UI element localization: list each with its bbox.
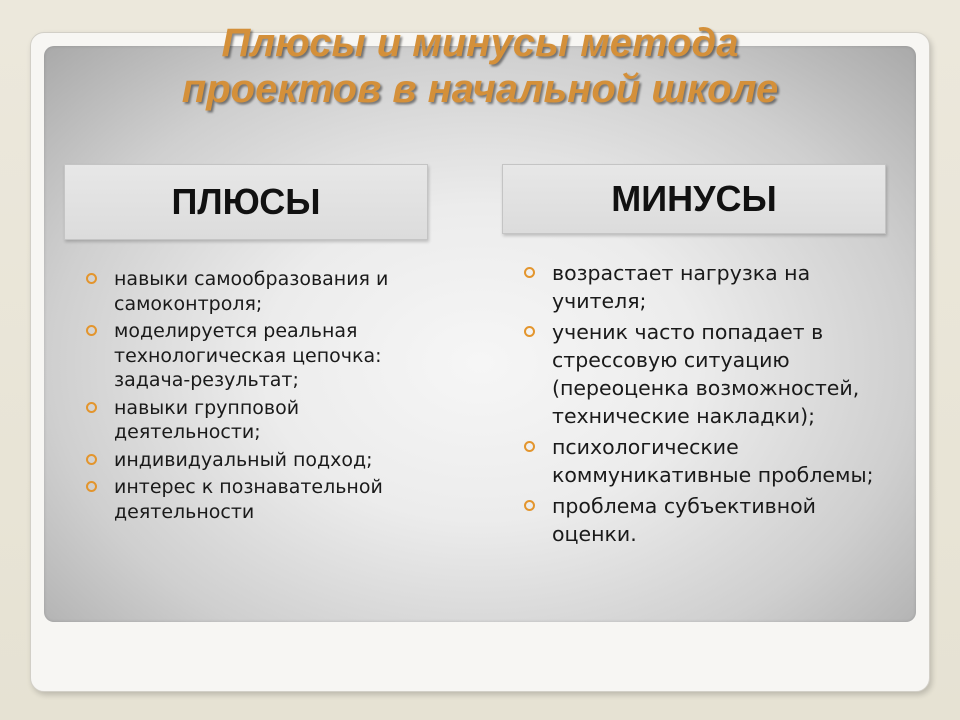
bullet-ring-icon [86,325,97,336]
slide-title-line-1: Плюсы и минусы метода [221,21,739,65]
cons-header: МИНУСЫ [502,164,886,234]
pros-header: ПЛЮСЫ [64,164,428,240]
bullet-ring-icon [524,441,535,452]
cons-list-item [522,318,882,430]
pros-list [84,267,444,527]
bullet-ring-icon [86,454,97,465]
slide-title-line-2: проектов в начальной школе [181,67,779,111]
pros-item-text: навыки самообразования и самоконтроля; [114,268,389,315]
pros-item-text: интерес к познавательной деятельности [114,476,383,523]
pros-list-item [84,475,444,524]
cons-item-text: психологические коммуникативные проблемы; [552,435,874,487]
bullet-ring-icon [524,326,535,337]
bullet-ring-icon [86,402,97,413]
bullet-ring-icon [524,267,535,278]
cons-list-item [522,259,882,315]
pros-list-item [84,448,444,473]
pros-list-item [84,267,444,316]
pros-item-text: навыки групповой деятельности; [114,396,300,443]
slide-title [60,20,900,112]
bullet-ring-icon [86,273,97,284]
cons-item-text: проблема субъективной оценки. [552,494,816,546]
cons-list [522,259,882,551]
cons-item-text: ученик часто попадает в стрессовую ситуацию (переоценка возможностей, технические накладки); [552,320,860,428]
pros-list-item [84,319,444,393]
pros-list-item [84,396,444,445]
bullet-ring-icon [524,500,535,511]
cons-list-item [522,433,882,489]
bullet-ring-icon [86,481,97,492]
pros-item-text: моделируется реальная технологическая цепочка: задача-результат; [114,320,382,391]
cons-list-item [522,492,882,548]
pros-item-text: индивидуальный подход; [114,448,373,471]
cons-item-text: возрастает нагрузка на учителя; [552,261,811,313]
